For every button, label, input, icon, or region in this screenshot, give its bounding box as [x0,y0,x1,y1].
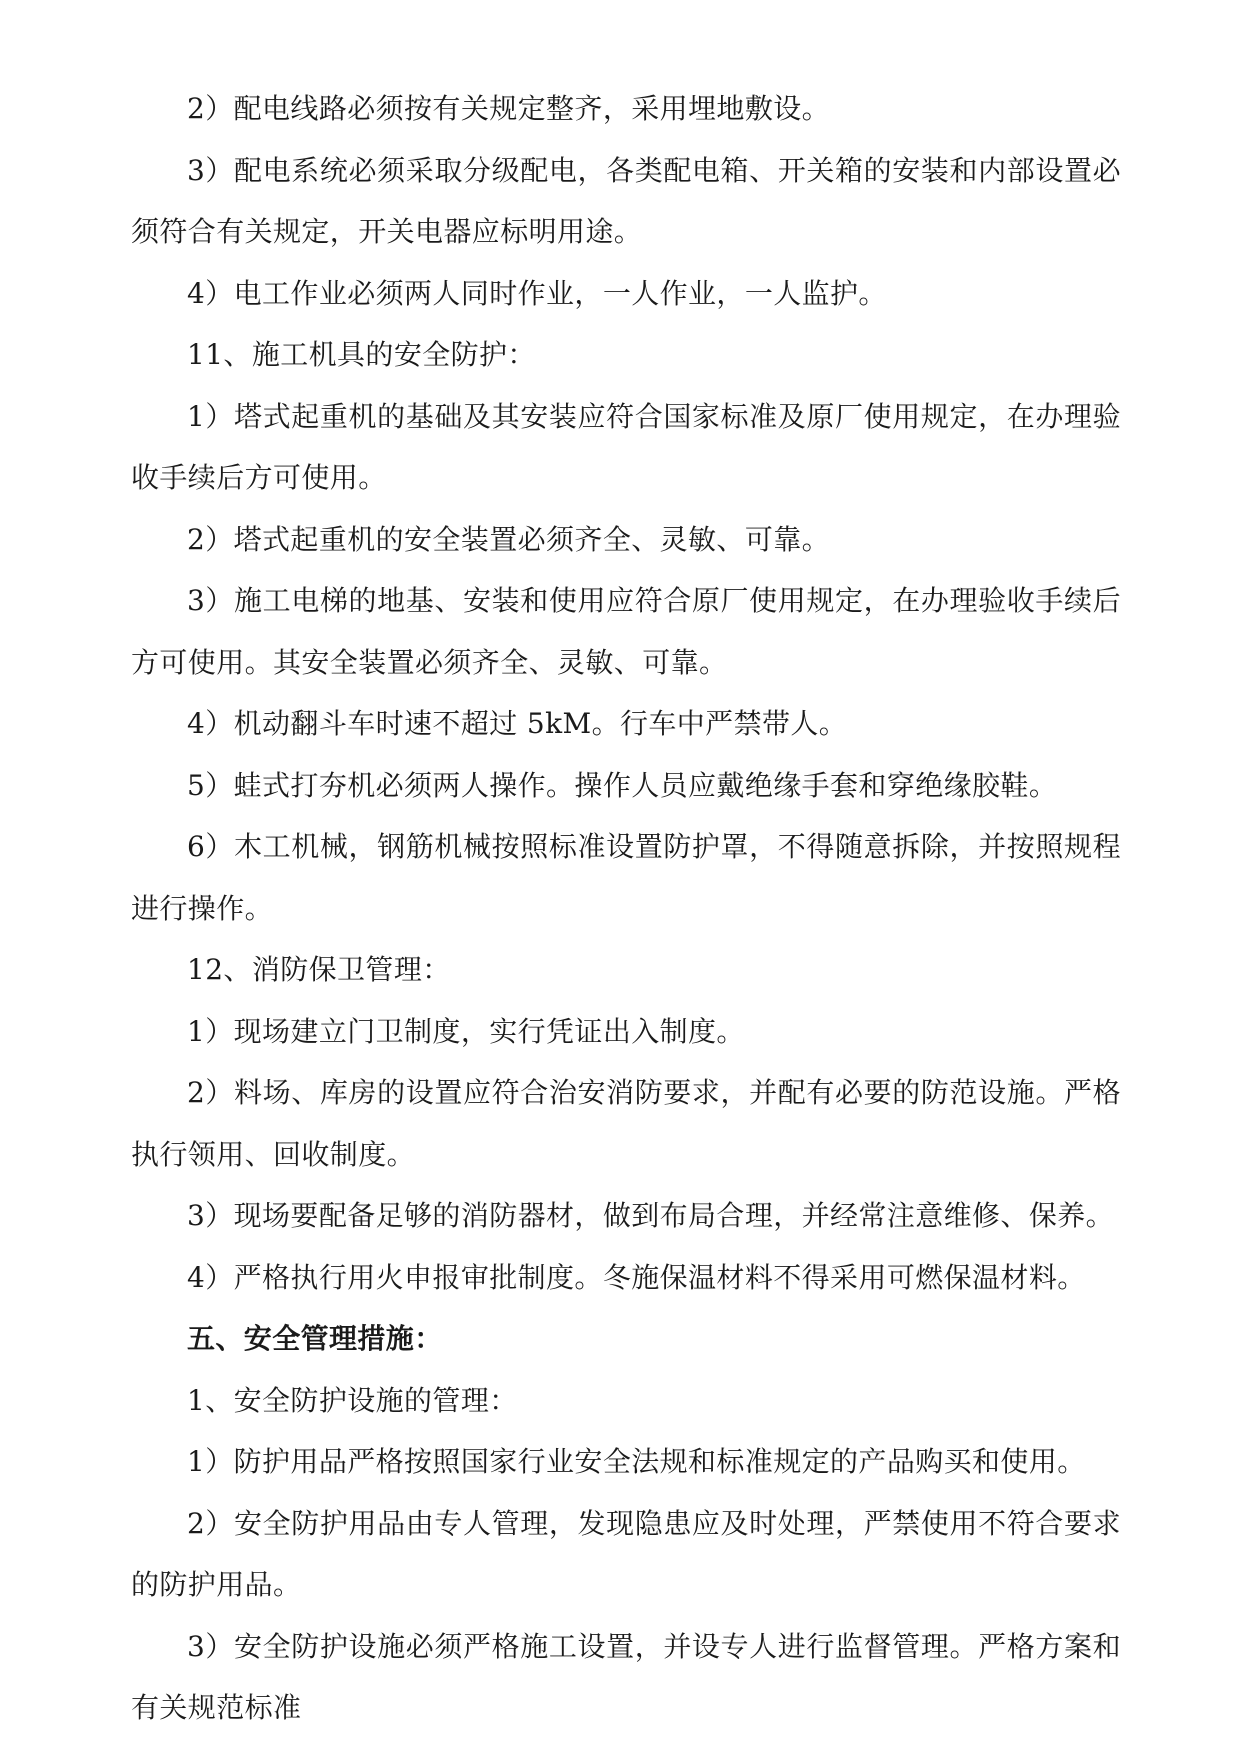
paragraph-item-3-fire-equipment: 3）现场要配备足够的消防器材，做到布局合理，并经常注意维修、保养。 [187,1199,1115,1232]
paragraph-item-4-electrician: 4）电工作业必须两人同时作业，一人作业，一人监护。 [187,276,887,310]
paragraph-item-2-storage: 2）料场、库房的设置应符合治安消防要求，并配有必要的防范设施。严格执行领用、回收制度。 [131,1076,1121,1171]
section-heading-11-machinery: 11、施工机具的安全防护： [187,338,536,371]
paragraph-item-1-gatekeeper: 1）现场建立门卫制度，实行凭证出入制度。 [187,1014,745,1048]
paragraph-item-2-protective-management: 2）安全防护用品由专人管理，发现隐患应及时处理，严禁使用不符合要求的防护用品。 [131,1506,1121,1601]
paragraph-item-5-rammer: 5）蛙式打夯机必须两人操作。操作人员应戴绝缘手套和穿绝缘胶鞋。 [187,768,1058,802]
paragraph-item-4-dump-truck: 4）机动翻斗车时速不超过 5kM。行车中严禁带人。 [187,707,848,740]
paragraph-item-1-protective-products: 1）防护用品严格按照国家行业安全法规和标准规定的产品购买和使用。 [187,1445,1086,1478]
section-heading-12-fire-security: 12、消防保卫管理： [187,953,451,986]
document-body [131,78,1121,1739]
paragraph-item-3-elevator: 3）施工电梯的地基、安装和使用应符合原厂使用规定，在办理验收手续后方可使用。其安全装置必须齐全、灵敏、可靠。 [131,584,1121,679]
paragraph-item-3-protective-supervision: 3）安全防护设施必须严格施工设置，并设专人进行监督管理。严格方案和有关规范标准 [131,1629,1121,1724]
paragraph-item-2-wiring: 2）配电线路必须按有关规定整齐，采用埋地敷设。 [187,92,831,125]
section-heading-1-protection-facilities: 1、安全防护设施的管理： [187,1383,518,1417]
paragraph-item-1-tower-crane-foundation: 1）塔式起重机的基础及其安装应符合国家标准及原厂使用规定，在办理验收手续后方可使用。 [131,399,1121,494]
chapter-heading-5-safety-management: 五、安全管理措施： [187,1322,443,1355]
paragraph-item-2-tower-crane-safety: 2）塔式起重机的安全装置必须齐全、灵敏、可靠。 [187,522,831,556]
paragraph-item-6-woodworking: 6）木工机械，钢筋机械按照标准设置防护罩，不得随意拆除，并按照规程进行操作。 [131,830,1121,925]
paragraph-item-3-distribution: 3）配电系统必须采取分级配电，各类配电箱、开关箱的安装和内部设置必须符合有关规定，开关电器应标明用途。 [131,153,1121,248]
paragraph-item-4-fire-permit: 4）严格执行用火申报审批制度。冬施保温材料不得采用可燃保温材料。 [187,1260,1086,1294]
